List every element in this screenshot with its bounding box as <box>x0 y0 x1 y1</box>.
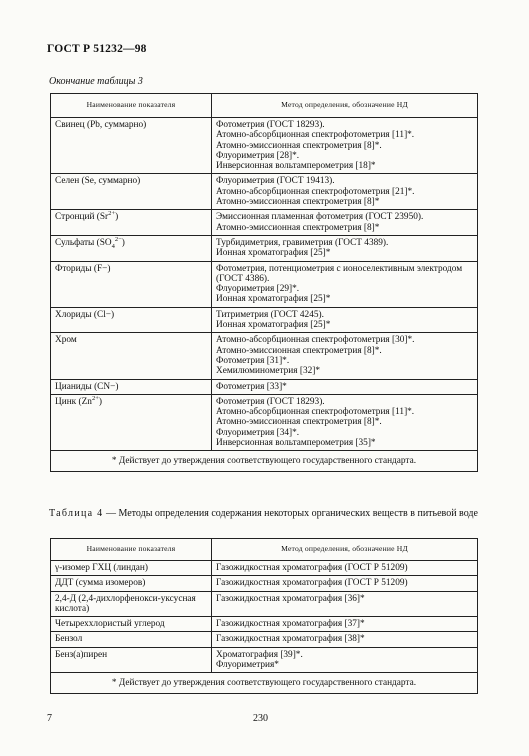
table-row <box>51 394 478 450</box>
indicator-name: Бензол <box>55 634 83 645</box>
indicator-name: γ-изомер ГХЦ (линдан) <box>55 563 148 573</box>
indicator-name: Хлориды (Cl−) <box>55 309 115 320</box>
table-row <box>51 210 478 236</box>
method-line: Флуориметрия (ГОСТ 19413). <box>216 176 335 187</box>
method-line: Турбидиметрия, гравиметрия (ГОСТ 4389). <box>216 237 389 248</box>
table-row <box>51 591 478 617</box>
method-line: Эмиссионная пламенная фотометрия (ГОСТ 23950). <box>216 212 424 223</box>
method-line: Флуориметрия [34]*. <box>216 427 300 438</box>
method-line: Фотометрия [33]* <box>216 381 287 392</box>
method-line: Газожидкостная хроматография [38]* <box>216 634 365 645</box>
table-3 <box>50 93 478 472</box>
method-cell <box>212 261 478 307</box>
method-line: Хроматография [39]*. <box>216 649 303 660</box>
indicator-cell <box>51 118 212 174</box>
method-line: Газожидкостная хроматография (ГОСТ Р 51209) <box>216 563 408 573</box>
indicator-cell <box>51 617 212 632</box>
table-row <box>51 561 478 576</box>
indicator-name-end: ) <box>121 237 125 248</box>
method-line: Фотометрия, потенциометрия с ионоселективным электродом (ГОСТ 4386). <box>216 263 463 284</box>
method-cell <box>212 617 478 632</box>
method-cell <box>212 118 478 174</box>
method-cell <box>212 576 478 591</box>
table-4-title: — Методы определения содержания некоторых органических веществ в питьевой воде <box>103 508 478 519</box>
method-line: Ионная хроматография [25]* <box>216 248 331 259</box>
method-line: Атомно-абсорбционная спектрофотометрия [11]*. <box>216 130 415 141</box>
indicator-cell <box>51 261 212 307</box>
method-cell <box>212 210 478 236</box>
page-index-left: 7 <box>47 713 52 724</box>
method-cell <box>212 394 478 450</box>
table-footnote-row <box>51 673 478 693</box>
table-4-label: Таблица 4 <box>49 508 104 519</box>
column-header-indicator: Наименование показателя <box>51 94 212 118</box>
indicator-cell <box>51 591 212 617</box>
indicator-cell <box>51 174 212 210</box>
method-line: Хемилюминометрия [32]* <box>216 366 321 377</box>
method-line: Атомно-абсорбционная спектрофотометрия [21]*. <box>216 186 415 197</box>
indicator-name: Хром <box>55 335 77 346</box>
column-header-method: Метод определения, обозначение НД <box>212 539 478 561</box>
method-line: Инверсионная вольтамперометрия [35]* <box>216 438 376 449</box>
table-row <box>51 379 478 394</box>
indicator-cell <box>51 576 212 591</box>
table-row <box>51 617 478 632</box>
indicator-cell <box>51 210 212 236</box>
indicator-cell <box>51 307 212 333</box>
indicator-cell <box>51 333 212 379</box>
indicator-name-end: ) <box>115 212 119 223</box>
indicator-cell <box>51 632 212 647</box>
method-line: Атомно-абсорбционная спектрофотометрия [30]*. <box>216 335 415 346</box>
column-header-method: Метод определения, обозначение НД <box>212 94 478 118</box>
table-row <box>51 235 478 261</box>
table-4-body <box>51 561 478 673</box>
table-row <box>51 647 478 673</box>
table-row <box>51 307 478 333</box>
method-line: Фотометрия (ГОСТ 18293). <box>216 120 325 130</box>
table-row <box>51 576 478 591</box>
page-number: 230 <box>253 713 268 724</box>
method-line: Атомно-эмиссионная спектрометрия [8]*. <box>216 345 382 356</box>
indicator-cell <box>51 379 212 394</box>
table-row <box>51 632 478 647</box>
indicator-subscript: 4 <box>111 242 115 250</box>
method-cell <box>212 379 478 394</box>
table-header-row <box>51 94 478 118</box>
indicator-name: 2,4-Д (2,4-дихлорфенокси-уксусная кислота) <box>55 593 196 614</box>
indicator-name-end: ) <box>98 396 102 407</box>
indicator-cell <box>51 647 212 673</box>
method-line: Титриметрия (ГОСТ 4245). <box>216 309 324 320</box>
indicator-name: Свинец (Pb, суммарно) <box>55 120 147 130</box>
table-4-caption <box>49 508 479 519</box>
method-line: Ионная хроматография [25]* <box>216 320 331 331</box>
method-line: Газожидкостная хроматография [36]* <box>216 593 365 604</box>
indicator-name: ДДТ (сумма изомеров) <box>55 578 146 589</box>
table-continuation-label: Окончание таблицы 3 <box>49 76 143 87</box>
method-line: Атомно-эмиссионная спектрометрия [8]*. <box>216 417 382 428</box>
method-cell <box>212 174 478 210</box>
table-header-row <box>51 539 478 561</box>
indicator-name: Четыреххлористый углерод <box>55 619 165 630</box>
method-cell <box>212 647 478 673</box>
method-cell <box>212 333 478 379</box>
column-header-indicator: Наименование показателя <box>51 539 212 561</box>
indicator-superscript: 2+ <box>108 210 116 218</box>
indicator-name: Цинк (Zn <box>55 396 92 407</box>
method-line: Атомно-эмиссионная спектрометрия [8]* <box>216 197 380 208</box>
method-line: Ионная хроматография [25]* <box>216 294 331 305</box>
indicator-cell <box>51 235 212 261</box>
method-line: Фотометрия (ГОСТ 18293). <box>216 396 325 407</box>
table-row <box>51 333 478 379</box>
method-line: Флуориметрия [28]*. <box>216 150 300 161</box>
indicator-name: Фториды (F−) <box>55 263 111 274</box>
method-line: Флуориметрия* <box>216 660 279 671</box>
table-row <box>51 174 478 210</box>
method-line: Флуориметрия [29]*. <box>216 284 300 295</box>
table-3-body <box>51 118 478 451</box>
indicator-name: Селен (Se, суммарно) <box>55 176 141 187</box>
indicator-name: Цианиды (CN−) <box>55 381 119 392</box>
method-line: Газожидкостная хроматография [37]* <box>216 619 365 630</box>
indicator-cell <box>51 394 212 450</box>
method-line: Газожидкостная хроматография (ГОСТ Р 51209) <box>216 578 408 589</box>
table-row <box>51 118 478 174</box>
method-line: Атомно-эмиссионная спектрометрия [8]*. <box>216 140 382 151</box>
table-footnote: * Действует до утверждения соответствующего государственного стандарта. <box>51 673 478 693</box>
table-row <box>51 261 478 307</box>
method-line: Инверсионная вольтамперометрия [18]* <box>216 161 376 172</box>
method-cell <box>212 307 478 333</box>
method-line: Атомно-эмиссионная спектрометрия [8]* <box>216 222 380 233</box>
indicator-name: Сульфаты (SO <box>55 237 112 248</box>
method-line: Атомно-абсорбционная спектрофотометрия [11]*. <box>216 407 415 418</box>
indicator-name: Бенз(а)пирен <box>55 649 108 660</box>
method-cell <box>212 561 478 576</box>
indicator-name: Стронций (Sr <box>55 212 109 223</box>
table-4 <box>50 538 478 694</box>
method-cell <box>212 235 478 261</box>
method-line: Фотометрия [31]*. <box>216 355 290 366</box>
method-cell <box>212 591 478 617</box>
indicator-superscript: 2+ <box>91 394 99 402</box>
document-header: ГОСТ Р 51232—98 <box>47 43 147 55</box>
table-footnote-row <box>51 451 478 471</box>
indicator-cell <box>51 561 212 576</box>
indicator-superscript: 2− <box>114 235 122 243</box>
table-footnote: * Действует до утверждения соответствующего государственного стандарта. <box>51 451 478 471</box>
method-cell <box>212 632 478 647</box>
